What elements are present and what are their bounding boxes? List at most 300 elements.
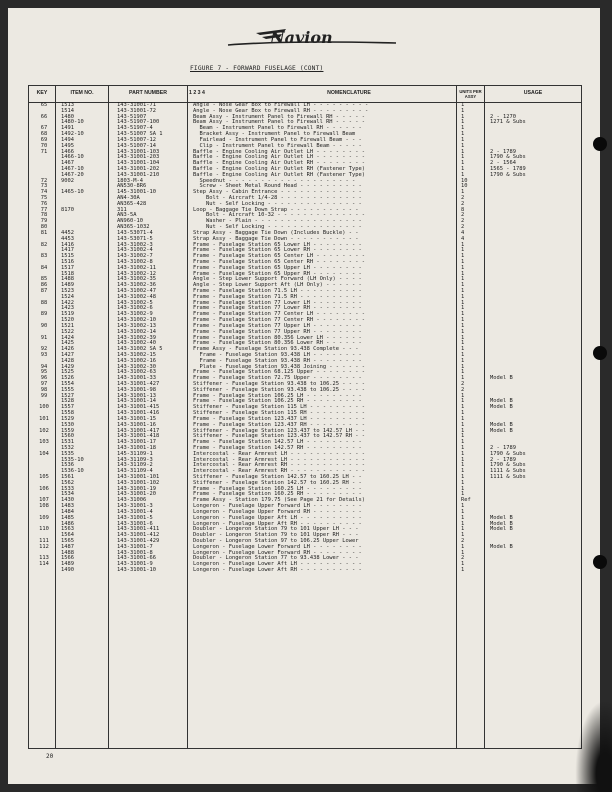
row-key: 112 bbox=[39, 543, 49, 550]
row-item-no: 1490 bbox=[61, 567, 74, 573]
row-item-no: 1488 bbox=[61, 549, 74, 556]
row-item-no: 1480 bbox=[61, 113, 74, 120]
row-key: 90 bbox=[40, 322, 48, 329]
row-part-number: 143-31001-4 bbox=[117, 508, 153, 515]
row-item-no: 1428 bbox=[61, 357, 74, 364]
row-units: 1 bbox=[461, 375, 465, 382]
row-key: 105 bbox=[39, 474, 49, 480]
row-units: 1 bbox=[461, 189, 465, 196]
row-item-no: 1495 bbox=[61, 142, 74, 149]
row-nomenclature: Speednut - - - - - - - - - - - - - - - - - - - - bbox=[193, 177, 356, 184]
row-nomenclature: Frame - Fuselage Station 65 Center RH - - - - - - - - bbox=[193, 258, 366, 265]
row-nomenclature: Baffle - Engine Cooling Air Outlet LH - - - - - - - - bbox=[193, 148, 366, 155]
row-part-number: 143-31006 bbox=[117, 497, 147, 504]
row-item-no: 1429 bbox=[61, 363, 74, 370]
row-nomenclature: Clip - Instrument Panel to Firewall Beam - - - - - bbox=[193, 142, 362, 149]
binder-hole bbox=[593, 346, 607, 360]
row-units: 1 bbox=[461, 369, 465, 376]
row-units: 1 bbox=[461, 462, 465, 469]
row-item-no: 1535 bbox=[61, 450, 74, 457]
row-item-no: 1423 bbox=[61, 305, 74, 312]
row-key: 94 bbox=[40, 363, 48, 370]
row-units: 1 bbox=[461, 258, 465, 265]
row-units: 2 bbox=[461, 195, 465, 201]
row-nomenclature: Step Assy - Cabin Entrance - - - - - - - - - - - - - bbox=[193, 189, 362, 196]
row-nomenclature: Longeron - Fuselage Lower Aft RH - - - - - - - - - - bbox=[193, 567, 362, 573]
row-usage: 2 - 1270 bbox=[490, 113, 516, 120]
row-part-number: 143-31001-103 bbox=[117, 148, 160, 155]
table-body bbox=[29, 103, 581, 574]
row-units: 2 bbox=[461, 224, 465, 231]
row-nomenclature: Frame - Fuselage Station 142.57 RH - - - - - - - - - bbox=[193, 444, 362, 451]
row-units: 1 bbox=[461, 439, 465, 446]
row-part-number: 143-31001-417 bbox=[117, 427, 160, 434]
row-units: 2 bbox=[461, 537, 465, 544]
row-usage: 2 - 1789 bbox=[490, 148, 516, 155]
row-part-number: 143-31001-7 bbox=[117, 543, 153, 550]
row-units: 1 bbox=[461, 474, 465, 480]
row-nomenclature: Frame - Fuselage Station 77 Lower RH - - - - - - - - bbox=[193, 305, 362, 312]
row-key: 83 bbox=[40, 253, 48, 260]
row-usage: 1565 - 1789 bbox=[490, 165, 526, 172]
row-part-number: 143-31001-203 bbox=[117, 154, 160, 161]
row-part-number: 143-31001-427 bbox=[117, 381, 160, 387]
row-item-no: 1559 bbox=[61, 427, 74, 434]
row-nomenclature: Strap Assy - Baggage Tie Down (Includes Buckle) - - bbox=[193, 229, 359, 236]
row-key: 69 bbox=[40, 136, 48, 143]
row-part-number: 143-31002-16 bbox=[117, 357, 156, 364]
row-nomenclature: Longeron - Fuselage Upper Aft RH - - - - - - - - - - bbox=[193, 520, 362, 527]
row-item-no: 1467 bbox=[61, 160, 74, 167]
row-key: 74 bbox=[40, 189, 48, 196]
row-part-number: 143-31002-5 bbox=[117, 299, 153, 306]
row-nomenclature: Stiffener - Fuselage Station 123.437 to 142.57 RH - - bbox=[193, 433, 366, 440]
row-units: 1 bbox=[461, 102, 465, 108]
row-key: 109 bbox=[39, 514, 49, 521]
row-item-no: 1467-10 bbox=[61, 165, 84, 172]
row-key: 89 bbox=[40, 311, 48, 318]
row-nomenclature: Stiffener - Fuselage Station 93.438 to 106.25 - - - - bbox=[193, 386, 366, 393]
row-item-no: 1422 bbox=[61, 299, 74, 306]
row-units: 10 bbox=[461, 183, 468, 190]
row-units: 1 bbox=[461, 136, 465, 143]
row-units: 1 bbox=[461, 357, 465, 364]
row-key: 84 bbox=[40, 264, 48, 271]
row-key: 113 bbox=[39, 555, 49, 562]
row-part-number: 143-31002-8 bbox=[117, 258, 153, 265]
row-part-number: 143-31001-412 bbox=[117, 532, 160, 539]
row-item-no: 1489 bbox=[61, 282, 74, 289]
row-item-no: 1532 bbox=[61, 444, 74, 451]
row-part-number: 143-31109-2 bbox=[117, 462, 153, 469]
row-nomenclature: Doubler - Longeron Station 79 to 101 Upper RH - - - bbox=[193, 532, 359, 539]
row-units: 1 bbox=[461, 241, 465, 248]
row-part-number: 143-31002-12 bbox=[117, 270, 156, 277]
row-nomenclature: Nut - Self Locking - - - - - - - - - - - - - - - bbox=[193, 224, 362, 231]
row-key: 96 bbox=[40, 375, 48, 382]
row-units: 1 bbox=[461, 148, 465, 155]
row-key: 79 bbox=[40, 218, 48, 225]
row-nomenclature: Strap Assy - Baggage Tie Down - - - - - - - - - - - bbox=[193, 235, 359, 242]
row-units: 1 bbox=[461, 444, 465, 451]
row-nomenclature: Bolt - Aircraft 1/4-28 - - - - - - - - - - - - - bbox=[193, 195, 362, 201]
row-part-number: 143-31001-17 bbox=[117, 439, 156, 446]
row-nomenclature: Stiffener - Fuselage Station 123.437 to 142.57 LH - - bbox=[193, 427, 366, 434]
row-item-no: 1486 bbox=[61, 520, 74, 527]
row-item-no: 1488 bbox=[61, 276, 74, 283]
row-nomenclature: Frame - Fuselage Station 80.356 Lower RH - - - - - - bbox=[193, 340, 362, 347]
row-units: 1 bbox=[461, 160, 465, 167]
row-key: 75 bbox=[40, 195, 48, 201]
row-nomenclature: Doubler - Longeron Station 97 to 106.25 Upper Lower bbox=[193, 537, 359, 544]
row-item-no: 1465-10 bbox=[61, 189, 84, 196]
row-nomenclature: Angle - Nose Gear Box to Firewall RH - - - - - - - - - bbox=[193, 107, 369, 114]
row-key: 71 bbox=[40, 148, 48, 155]
row-units: 1 bbox=[461, 561, 465, 568]
row-key: 93 bbox=[40, 351, 48, 358]
row-item-no: 1523 bbox=[61, 288, 74, 294]
row-units: 1 bbox=[461, 468, 465, 475]
row-units: 1 bbox=[461, 526, 465, 533]
row-nomenclature: Frame - Fuselage Station 123.437 LH - - - - - - - - - bbox=[193, 415, 366, 422]
row-key: 97 bbox=[40, 381, 48, 387]
row-nomenclature: Intercostal - Rear Armrest RH - - - - - - - - - - - - bbox=[193, 468, 366, 475]
row-item-no: 1483 bbox=[61, 503, 74, 510]
row-units: 1 bbox=[461, 491, 465, 498]
row-item-no: 1566 bbox=[61, 555, 74, 562]
row-key: 91 bbox=[40, 334, 48, 341]
row-key: 103 bbox=[39, 439, 49, 446]
row-part-number: 1803-M-4 bbox=[117, 177, 143, 184]
row-nomenclature: Frame - Fuselage Station 93.438 RH - - - - - - - - bbox=[193, 357, 362, 364]
row-part-number: 143-51007-14 bbox=[117, 142, 156, 149]
row-units: 1 bbox=[461, 433, 465, 440]
row-item-no: 1480-10 bbox=[61, 119, 84, 126]
row-nomenclature: Stiffener - Fuselage Station 115 RH - - - - - - - - - bbox=[193, 410, 366, 417]
row-units: 1 bbox=[461, 311, 465, 318]
row-nomenclature: Baffle - Engine Cooling Air Outlet RH (Fastener Type) bbox=[193, 165, 366, 172]
row-key: 99 bbox=[40, 392, 48, 399]
row-nomenclature: Frame Assy - Station 179.75 (See Page 21 for Details) bbox=[193, 497, 366, 504]
row-units: 8 bbox=[461, 206, 465, 213]
row-key: 78 bbox=[40, 212, 48, 219]
page-number: 20 bbox=[46, 753, 54, 760]
row-nomenclature: Frame - Fuselage Station 106.25 LH - - - - - - - - - bbox=[193, 392, 362, 399]
row-nomenclature: Loop - Baggage Tie Down Strap - - - - - - - - - - - bbox=[193, 206, 359, 213]
row-nomenclature: Frame - Fuselage Station 77 Center LH - - - - - - - - bbox=[193, 311, 366, 318]
row-item-no: 1562 bbox=[61, 479, 74, 486]
table-row bbox=[29, 568, 581, 574]
row-part-number: 143-31001-13 bbox=[117, 392, 156, 399]
row-part-number: 143-31002-40 bbox=[117, 340, 156, 347]
row-usage: Model B bbox=[490, 543, 513, 550]
row-item-no: 1521 bbox=[61, 322, 74, 329]
row-item-no: 1466-10 bbox=[61, 154, 84, 161]
row-key: 87 bbox=[40, 288, 48, 294]
row-nomenclature: Frame - Fuselage Station 68.125 Upper - - - - - - - - bbox=[193, 369, 366, 376]
row-usage: 1111 & Subs bbox=[490, 474, 526, 480]
row-usage: Model B bbox=[490, 421, 513, 428]
row-nomenclature: Longeron - Fuselage Lower Forward RH - - - - - - - - bbox=[193, 549, 362, 556]
row-usage: Model B bbox=[490, 398, 513, 405]
row-item-no: 4453 bbox=[61, 235, 74, 242]
row-part-number: 143-53071-4 bbox=[117, 229, 153, 236]
document-page bbox=[8, 8, 600, 784]
row-nomenclature: Frame - Fuselage Station 77 Upper LH - - - - - - - - bbox=[193, 322, 362, 329]
column-header-nomenclature: NOMENCLATURE bbox=[327, 90, 371, 97]
row-part-number: 143-51907-4 bbox=[117, 125, 153, 132]
row-units: 1 bbox=[461, 317, 465, 324]
row-nomenclature: Angle - Nose Gear Box to Firewall LH - - - - - - - - - bbox=[193, 102, 369, 108]
row-nomenclature: Plate - Fuselage Station 93.438 Joining - - - - - - bbox=[193, 363, 366, 370]
row-units: 1 bbox=[461, 171, 465, 178]
row-nomenclature: Angle - Step Lower Support Aft (LH Only) - - - - - - bbox=[193, 282, 362, 289]
row-units: 1 bbox=[461, 427, 465, 434]
row-item-no: 1515 bbox=[61, 253, 74, 260]
row-usage: 2 - 1789 bbox=[490, 444, 516, 451]
row-part-number: AN3-5A bbox=[117, 212, 137, 219]
column-header-key: KEY bbox=[36, 90, 48, 97]
row-item-no: 8170 bbox=[61, 206, 74, 213]
row-nomenclature: Longeron - Fuselage Lower Forward LH - - - - - - - - bbox=[193, 543, 362, 550]
row-part-number: 143-31002-14 bbox=[117, 328, 156, 335]
row-part-number: 143-51007 SA 1 bbox=[117, 131, 163, 138]
row-units: 2 bbox=[461, 381, 465, 387]
row-item-no: 1485 bbox=[61, 514, 74, 521]
row-usage: Model B bbox=[490, 526, 513, 533]
row-nomenclature: Frame - Fuselage Station 106.25 RH - - - - - - - - - bbox=[193, 398, 362, 405]
row-usage: 1790 & Subs bbox=[490, 462, 526, 469]
row-units: 1 bbox=[461, 142, 465, 149]
row-key: 95 bbox=[40, 369, 48, 376]
row-nomenclature: Nut - Self Locking - - - - - - - - - - - - - - - bbox=[193, 200, 362, 207]
row-part-number: 143-31002-4 bbox=[117, 247, 153, 254]
row-nomenclature: Doubler - Longeron Station 79 to 101 Upper LH - - - bbox=[193, 526, 359, 533]
row-part-number: 143-31001-416 bbox=[117, 410, 160, 417]
row-nomenclature: Frame - Fuselage Station 65 Upper LH - - - - - - - - bbox=[193, 264, 362, 271]
row-units: 1 bbox=[461, 479, 465, 486]
row-part-number: 143-31002-39 bbox=[117, 334, 156, 341]
row-key: 92 bbox=[40, 346, 48, 353]
row-item-no: 1484 bbox=[61, 508, 74, 515]
row-units: 2 bbox=[461, 218, 465, 225]
row-key: 85 bbox=[40, 276, 48, 283]
column-header-usage: USAGE bbox=[523, 90, 543, 97]
row-part-number: 143-31002-10 bbox=[117, 317, 156, 324]
row-part-number: 143-31001-5 bbox=[117, 514, 153, 521]
row-item-no: 1565 bbox=[61, 537, 74, 544]
row-item-no: 1494 bbox=[61, 136, 74, 143]
row-item-no: 1533 bbox=[61, 485, 74, 492]
row-nomenclature: Screw - Sheet Metal Round Head - - - - - - - - - - bbox=[193, 183, 362, 190]
row-key: 67 bbox=[40, 125, 48, 132]
row-nomenclature: Frame - Fuselage Station 123.437 RH - - - - - - - - - bbox=[193, 421, 366, 428]
row-key: 82 bbox=[40, 241, 48, 248]
row-key: 98 bbox=[40, 386, 48, 393]
row-units: 1 bbox=[461, 351, 465, 358]
row-units: 1 bbox=[461, 340, 465, 347]
row-key: 111 bbox=[39, 537, 49, 544]
row-usage: 1790 & Subs bbox=[490, 154, 526, 161]
row-part-number: 143-31109-4 bbox=[117, 468, 153, 475]
row-nomenclature: Intercostal - Rear Armrest RH - - - - - - - - - - - - bbox=[193, 462, 366, 469]
row-units: 1 bbox=[461, 293, 465, 300]
row-nomenclature: Frame - Fuselage Station 65 Lower LH - - - - - - - - bbox=[193, 241, 362, 248]
row-part-number: 143-31001-418 bbox=[117, 433, 160, 440]
row-item-no: 1417 bbox=[61, 247, 74, 254]
row-nomenclature: Beam Assy - Instrument Panel to Firewall RH - - - - - bbox=[193, 119, 366, 126]
row-item-no: 1531 bbox=[61, 439, 74, 446]
row-item-no: 1536 bbox=[61, 462, 74, 469]
row-units: 1 bbox=[461, 514, 465, 521]
row-usage: 1790 & Subs bbox=[490, 171, 526, 178]
row-usage: 1790 & Subs bbox=[490, 450, 526, 457]
row-nomenclature: Longeron - Fuselage Upper Forward LH - - - - - - - - bbox=[193, 503, 362, 510]
row-units: 1 bbox=[461, 322, 465, 329]
row-part-number: 143-31001-411 bbox=[117, 526, 160, 533]
row-part-number: 143-51007-12 bbox=[117, 136, 156, 143]
row-item-no: 1424 bbox=[61, 334, 74, 341]
row-units: 1 bbox=[461, 346, 465, 353]
row-part-number: 143-31001-102 bbox=[117, 479, 160, 486]
row-key: 86 bbox=[40, 282, 48, 289]
row-units: 1 bbox=[461, 276, 465, 283]
row-units: 1 bbox=[461, 532, 465, 539]
row-item-no: 1426 bbox=[61, 346, 74, 353]
row-nomenclature: Frame - Fuselage Station 65 Upper RH - - - - - - - - bbox=[193, 270, 362, 277]
row-usage: Model B bbox=[490, 375, 513, 382]
row-key: 101 bbox=[39, 415, 49, 422]
row-part-number: 143-31001-429 bbox=[117, 537, 160, 544]
row-units: 1 bbox=[461, 410, 465, 417]
row-item-no: 1487 bbox=[61, 543, 74, 550]
row-item-no: 1536-10 bbox=[61, 468, 84, 475]
row-units: 1 bbox=[461, 282, 465, 289]
row-units: 1 bbox=[461, 125, 465, 132]
row-item-no: 1534 bbox=[61, 491, 74, 498]
row-item-no: 1516 bbox=[61, 258, 74, 265]
row-nomenclature: Frame - Fuselage Station 160.25 RH - - - - - - - - - bbox=[193, 491, 362, 498]
row-units: 1 bbox=[461, 154, 465, 161]
row-item-no: 1530 bbox=[61, 421, 74, 428]
row-key: 77 bbox=[40, 206, 48, 213]
row-nomenclature: Frame - Fuselage Station 160.25 LH - - - - - - - - - bbox=[193, 485, 362, 492]
row-units: 1 bbox=[461, 450, 465, 457]
row-part-number: AN365-1032 bbox=[117, 224, 150, 231]
row-units: 1 bbox=[461, 508, 465, 515]
column-header-units: UNITS PER ASSY bbox=[459, 88, 482, 99]
row-key: 73 bbox=[40, 183, 48, 190]
row-part-number: 143-31002-3 bbox=[117, 241, 153, 248]
column-header-indent: 1 2 3 4 bbox=[189, 90, 205, 97]
row-part-number: 143-31001-72 bbox=[117, 107, 156, 114]
row-nomenclature: Frame Assy - Fuselage Station 93.438 Complete - - - bbox=[193, 346, 359, 353]
row-nomenclature: Frame - Fuselage Station 72.75 Upper - - - - - - - - bbox=[193, 375, 362, 382]
row-usage: 2 - 1564 bbox=[490, 160, 516, 167]
row-item-no: 1518 bbox=[61, 270, 74, 277]
row-key: 88 bbox=[40, 299, 48, 306]
row-part-number: 143-31001-3 bbox=[117, 503, 153, 510]
row-key: 107 bbox=[39, 497, 49, 504]
row-units: 1 bbox=[461, 485, 465, 492]
row-item-no: 1489 bbox=[61, 561, 74, 568]
row-nomenclature: Longeron - Fuselage Lower Aft LH - - - - - - - - - - bbox=[193, 561, 362, 568]
row-nomenclature: Frame - Fuselage Station 71.5 LH - - - - - - - - - - bbox=[193, 288, 362, 294]
row-item-no: 1525 bbox=[61, 369, 74, 376]
row-part-number: 143-31002-47 bbox=[117, 288, 156, 294]
row-item-no: 1416 bbox=[61, 241, 74, 248]
row-units: 4 bbox=[461, 235, 465, 242]
row-units: 1 bbox=[461, 270, 465, 277]
row-units: 1 bbox=[461, 404, 465, 411]
row-units: 1 bbox=[461, 334, 465, 341]
row-key: 66 bbox=[40, 113, 48, 120]
row-usage: 1111 & Subs bbox=[490, 468, 526, 475]
row-nomenclature: Baffle - Engine Cooling Air Outlet RH (Fastener Type) bbox=[193, 171, 366, 178]
row-nomenclature: Frame - Fuselage Station 65 Center LH - - - - - - - - bbox=[193, 253, 366, 260]
row-item-no: 1527 bbox=[61, 392, 74, 399]
row-part-number: 143-31001-98 bbox=[117, 386, 156, 393]
row-key: 65 bbox=[40, 102, 48, 108]
row-units: 2 bbox=[461, 386, 465, 393]
row-units: 1 bbox=[461, 288, 465, 294]
row-nomenclature: Intercostal - Rear Armrest LH - - - - - - - - - - - - bbox=[193, 450, 366, 457]
row-nomenclature: Angle - Step Lower Support Forward (LH Only) - - - - bbox=[193, 276, 362, 283]
row-part-number: 143-51907 bbox=[117, 113, 147, 120]
row-part-number: 143-31001-104 bbox=[117, 160, 160, 167]
row-part-number: 143-31001-415 bbox=[117, 404, 160, 411]
row-units: 1 bbox=[461, 520, 465, 527]
row-item-no: 1528 bbox=[61, 398, 74, 405]
row-usage: 2 - 1789 bbox=[490, 456, 516, 463]
row-part-number: 143-31002-35 bbox=[117, 276, 156, 283]
row-item-no: 1517 bbox=[61, 264, 74, 271]
row-part-number: 143-31001-14 bbox=[117, 398, 156, 405]
row-units: 1 bbox=[461, 363, 465, 370]
row-part-number: 143-31002-63 bbox=[117, 369, 156, 376]
row-units: Ref bbox=[461, 497, 471, 504]
row-item-no: 1467-20 bbox=[61, 171, 84, 178]
row-units: 1 bbox=[461, 549, 465, 556]
row-item-no: 1563 bbox=[61, 526, 74, 533]
row-part-number: AN960-10 bbox=[117, 218, 143, 225]
row-nomenclature: Frame - Fuselage Station 77 Lower LH - - - - - - - - bbox=[193, 299, 362, 306]
row-item-no: 1430 bbox=[61, 497, 74, 504]
row-units: 2 bbox=[461, 555, 465, 562]
row-nomenclature: Beam Assy - Instrument Panel to Firewall RH - - - - - bbox=[193, 113, 366, 120]
row-item-no: 1564 bbox=[61, 532, 74, 539]
row-units: 1 bbox=[461, 113, 465, 120]
row-units: 1 bbox=[461, 415, 465, 422]
figure-title: FIGURE 7 - FORWARD FUSELAGE (CONT) bbox=[190, 65, 324, 72]
row-units: 2 bbox=[461, 200, 465, 207]
row-part-number: 143-31002-30 bbox=[117, 363, 156, 370]
row-units: 1 bbox=[461, 253, 465, 260]
row-item-no: 1557 bbox=[61, 404, 74, 411]
row-item-no: 1560 bbox=[61, 433, 74, 440]
row-part-number: 145-31001-10 bbox=[117, 189, 156, 196]
row-units: 1 bbox=[461, 131, 465, 138]
row-item-no: 1520 bbox=[61, 317, 74, 324]
row-part-number: 143-31002-36 bbox=[117, 282, 156, 289]
row-nomenclature: Bracket Assy - Instrument Panel to Firewall Beam bbox=[193, 131, 356, 138]
row-item-no: 1522 bbox=[61, 328, 74, 335]
row-part-number: 143-31002-9 bbox=[117, 311, 153, 318]
row-key: 68 bbox=[40, 131, 48, 138]
row-nomenclature: Longeron - Fuselage Upper Forward RH - - - - - - - - bbox=[193, 508, 362, 515]
row-nomenclature: Intercostal - Rear Armrest LH - - - - - - - - - - - - bbox=[193, 456, 366, 463]
row-part-number: 143-31001-18 bbox=[117, 444, 156, 451]
